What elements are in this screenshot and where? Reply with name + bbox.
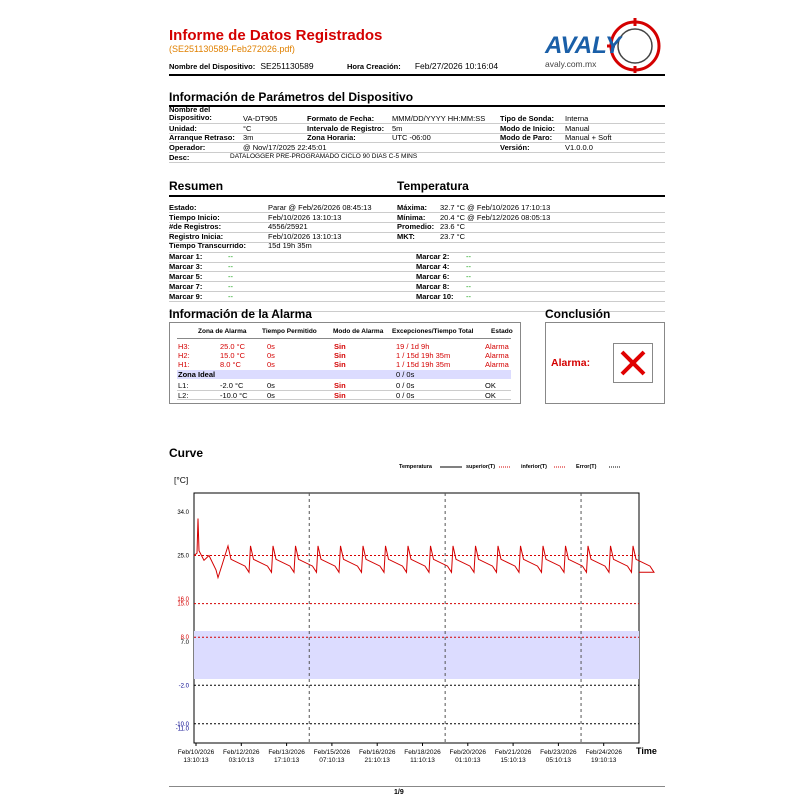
alarm-upper-cell: Alarma	[485, 342, 509, 351]
params-rule	[169, 105, 665, 107]
mark-label: Marcar 2:	[416, 252, 450, 261]
alarm-lower-cell: 0s	[267, 381, 275, 390]
x-tick-time: 21:10:13	[364, 757, 390, 764]
y-tick-label: 16.0	[177, 596, 189, 603]
logo-url: avaly.com.mx	[545, 59, 597, 69]
created-label: Hora Creación:	[347, 62, 401, 71]
param-label: Tipo de Sonda:	[500, 114, 555, 123]
x-tick-time: 03:10:13	[228, 757, 254, 764]
alarm-upper-cell: Sin	[334, 342, 346, 351]
alarm-lower-cell: OK	[485, 381, 496, 390]
alarm-upper-cell: 25.0 °C	[220, 342, 246, 351]
legend-label: superior(T)	[466, 464, 496, 470]
y-tick-label: 8.0	[180, 635, 189, 642]
alarm-upper-cell: 1 / 15d 19h 35m	[396, 360, 451, 369]
row-divider	[169, 242, 665, 243]
mark-label: Marcar 9:	[169, 292, 203, 301]
device-value: SE251130589	[260, 61, 314, 71]
param-value: VA-DT905	[243, 114, 278, 123]
mark-label: Marcar 3:	[169, 262, 203, 271]
param-label: Modo de Inicio:	[500, 124, 555, 133]
param-label: Modo de Paro:	[500, 133, 553, 142]
summary-value: Parar @ Feb/26/2026 08:45:13	[268, 203, 372, 212]
param-value: Interna	[565, 114, 589, 123]
alarm-title: Información de la Alarma	[169, 307, 312, 321]
row-divider	[169, 212, 665, 213]
param-value: @ Nov/17/2025 22:45:01	[243, 143, 327, 152]
summary-label: #de Registros:	[169, 222, 222, 232]
temperature-value: 32.7 °C @ Feb/10/2026 17:10:13	[440, 203, 551, 212]
summary-title: Resumen	[169, 179, 224, 193]
param-label: Arranque Retraso:	[169, 133, 235, 142]
alarm-upper-cell: H1:	[178, 360, 190, 369]
alarm-upper-cell: Alarma	[485, 351, 509, 360]
summary-value: Feb/10/2026 13:10:13	[268, 212, 342, 222]
summary-label: Tiempo Inicio:	[169, 212, 220, 222]
ideal-zone-value: 0 / 0s	[396, 370, 415, 379]
summary-value: 4556/25921	[268, 222, 308, 232]
alarm-lower-cell: OK	[485, 390, 496, 400]
params-title: Información de Parámetros del Dispositivo	[169, 90, 414, 104]
legend-label: Temperatura	[399, 464, 432, 470]
y-tick-label: 7.0	[180, 640, 189, 647]
mark-value: --	[466, 292, 471, 301]
summary-value: Feb/10/2026 13:10:13	[268, 231, 342, 241]
mark-value: --	[228, 252, 233, 261]
alarm-lower-cell: Sin	[334, 381, 346, 390]
legend-label: inferior(T)	[521, 464, 547, 470]
page-number: 1/9	[394, 789, 404, 796]
param-value: Manual + Soft	[565, 133, 612, 142]
alarm-upper-cell: Sin	[334, 351, 346, 360]
param-value: V1.0.0.0	[565, 143, 593, 152]
alarm-upper-cell: 8.0 °C	[220, 360, 241, 369]
param-label: Intervalo de Registro:	[307, 124, 385, 133]
row-divider	[169, 162, 665, 163]
alarm-header: Tiempo Permitido	[262, 328, 317, 335]
temperature-value: 23.6 °C	[440, 222, 466, 232]
alarm-lower-cell: L2:	[178, 390, 189, 400]
alarm-upper-cell: H2:	[178, 351, 190, 360]
alarm-upper-cell: 15.0 °C	[220, 351, 246, 360]
temperature-title: Temperatura	[397, 179, 469, 193]
x-tick-time: 05:10:13	[545, 757, 572, 764]
param-value: Manual	[565, 124, 590, 133]
alarm-header: Modo de Alarma	[333, 328, 384, 335]
alarm-lower-cell: 0 / 0s	[396, 381, 415, 390]
alarm-lower-cell: 0 / 0s	[396, 390, 415, 400]
curve-title: Curve	[169, 446, 204, 460]
y-tick-label: -11.0	[175, 726, 189, 733]
mark-value: --	[466, 252, 471, 261]
alarm-header: Excepciones/Tiempo Total	[392, 328, 474, 335]
mark-value: --	[466, 282, 471, 291]
report-title: Informe de Datos Registrados	[169, 27, 383, 44]
x-tick-time: 13:10:13	[183, 757, 209, 764]
ideal-zone-label: Zona Ideal	[178, 370, 216, 379]
alarm-lower-cell: -2.0 °C	[220, 381, 244, 390]
param-value: 3m	[243, 133, 254, 142]
alarm-upper-cell: H3:	[178, 342, 190, 351]
param-value: 5m	[392, 124, 403, 133]
alarm-header: Zona de Alarma	[198, 328, 247, 335]
x-tick-time: 15:10:13	[500, 757, 526, 764]
temperature-chart	[0, 455, 800, 785]
alarm-lower-cell: Sin	[334, 390, 346, 400]
x-tick-time: 11:10:13	[410, 757, 435, 764]
alarm-upper-cell: 1 / 15d 19h 35m	[396, 351, 451, 360]
chart-legend	[399, 464, 620, 470]
alarm-lower-cell: L1:	[178, 381, 189, 390]
temperature-value: 23.7 °C	[440, 231, 466, 241]
x-tick-date: Feb/20/2026	[449, 749, 487, 756]
time-label: Time	[636, 746, 657, 756]
summary-label: Estado:	[169, 203, 197, 212]
param-label: Nombre del Dispositivo:	[169, 105, 212, 122]
row-divider	[177, 399, 511, 400]
legend-label: Error(T)	[576, 464, 597, 470]
param-label: Operador:	[169, 143, 206, 152]
x-tick-date: Feb/10/2026	[177, 749, 215, 756]
temperature-value: 20.4 °C @ Feb/12/2026 08:05:13	[440, 212, 551, 222]
x-tick-time: 17:10:13	[273, 757, 300, 764]
device-label: Nombre del Dispositivo:	[169, 62, 256, 71]
row-divider	[177, 390, 511, 391]
alarm-upper-cell: Alarma	[485, 360, 509, 369]
row-divider	[169, 232, 665, 233]
y-tick-label: -2.0	[178, 683, 189, 690]
avaly-logo	[540, 18, 665, 73]
summary-label: Tiempo Transcurrido:	[169, 241, 246, 251]
temperature-label: Mínima:	[397, 212, 426, 222]
param-value: MMM/DD/YYYY HH:MM:SS	[392, 114, 486, 123]
x-tick-time: 19:10:13	[591, 757, 617, 764]
x-tick-date: Feb/15/2026	[313, 749, 351, 756]
summary-label: Registro Inicia:	[169, 231, 224, 241]
x-axis-labels	[178, 749, 623, 764]
alarm-header: Estado	[491, 328, 513, 335]
x-tick-date: Feb/13/2026	[268, 749, 305, 756]
alarm-lower-cell: 0s	[267, 390, 275, 400]
param-label: Versión:	[500, 143, 530, 152]
mark-label: Marcar 5:	[169, 272, 203, 281]
created-value: Feb/27/2026 10:16:04	[414, 61, 499, 71]
param-value: °C	[243, 124, 252, 133]
mark-value: --	[466, 272, 471, 281]
row-divider	[177, 338, 511, 339]
alarm-upper-cell: Sin	[334, 360, 346, 369]
row-divider	[169, 222, 665, 223]
param-label: Formato de Fecha:	[307, 114, 375, 123]
temperature-label: Máxima:	[397, 203, 428, 212]
alarm-upper-cell: 0s	[267, 360, 275, 369]
mark-label: Marcar 1:	[169, 252, 203, 261]
desc-label: Desc:	[169, 153, 190, 162]
desc-value: DATALOGGER PRE-PROGRAMADO CICLO 90 DIAS C-5 MINS	[230, 153, 418, 160]
conclusion-label: Alarma:	[551, 357, 591, 369]
mark-label: Marcar 4:	[416, 262, 450, 271]
ideal-zone-row	[177, 370, 511, 379]
x-tick-time: 01:10:13	[455, 757, 481, 764]
param-label: Unidad:	[169, 124, 197, 133]
mark-label: Marcar 8:	[416, 282, 450, 291]
y-tick-label: 15.0	[177, 601, 189, 608]
x-tick-date: Feb/21/2026	[494, 749, 532, 756]
alarm-lower-cell: -10.0 °C	[220, 390, 248, 400]
device-header-line	[169, 61, 314, 71]
mark-value: --	[228, 282, 233, 291]
header-rule	[169, 74, 665, 76]
temperature-label: MKT:	[397, 231, 415, 241]
curve-unit: [°C]	[174, 475, 189, 485]
summary-value: 15d 19h 35m	[268, 241, 312, 251]
x-tick-date: Feb/23/2026	[540, 749, 577, 756]
x-tick-date: Feb/16/2026	[358, 749, 396, 756]
mark-value: --	[228, 292, 233, 301]
temperature-label: Promedio:	[397, 222, 435, 232]
mark-value: --	[466, 262, 471, 271]
mark-label: Marcar 6:	[416, 272, 450, 281]
alarm-upper-cell: 0s	[267, 351, 275, 360]
report-filename: (SE251130589-Feb272026.pdf)	[169, 44, 295, 54]
x-tick-time: 07:10:13	[319, 757, 345, 764]
created-header-line	[347, 61, 498, 71]
alarm-upper-cell: 0s	[267, 342, 275, 351]
mark-value: --	[228, 262, 233, 271]
mark-label: Marcar 7:	[169, 282, 203, 291]
footer-rule	[169, 786, 665, 787]
alarm-upper-cell: 19 / 1d 9h	[396, 342, 430, 351]
summary-rule	[169, 195, 665, 197]
alarm-x-icon	[613, 343, 653, 383]
param-value: UTC -06:00	[392, 133, 431, 142]
logo-wordmark: AVALY	[545, 32, 621, 59]
conclusion-title: Conclusión	[545, 307, 611, 321]
x-tick-date: Feb/18/2026	[404, 749, 441, 756]
row-divider	[169, 301, 665, 302]
x-tick-date: Feb/12/2026	[223, 749, 260, 756]
param-label: Zona Horaria:	[307, 133, 356, 142]
y-axis-labels	[175, 510, 189, 732]
x-tick-date: Feb/24/2026	[585, 749, 622, 756]
mark-label: Marcar 10:	[416, 292, 454, 301]
y-tick-label: 25.0	[177, 553, 189, 560]
mark-value: --	[228, 272, 233, 281]
y-tick-label: 34.0	[177, 510, 189, 517]
y-tick-label: -10.0	[175, 721, 189, 728]
plot-area	[194, 493, 639, 743]
ideal-zone-band	[194, 631, 639, 679]
